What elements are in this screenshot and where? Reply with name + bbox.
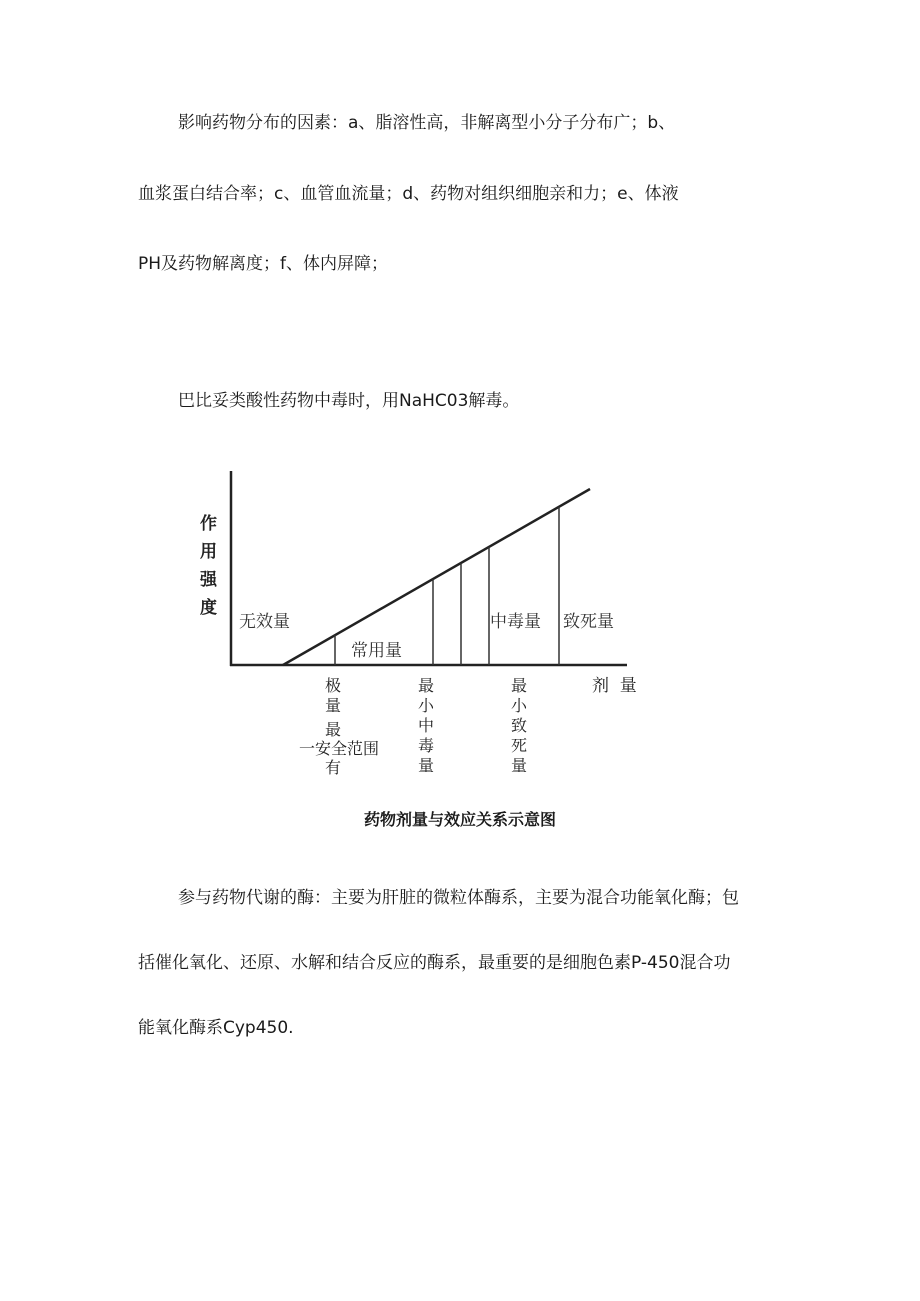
dose-effect-line xyxy=(283,489,590,665)
region-no-effect: 无效量 xyxy=(239,612,290,632)
marker-char: 毒 xyxy=(418,736,435,755)
y-label-char: 作 xyxy=(200,514,217,534)
marker-char: 小 xyxy=(418,696,435,715)
y-axis-label xyxy=(199,513,218,618)
y-label-char: 用 xyxy=(200,542,217,562)
marker-char: 致 xyxy=(511,716,528,735)
y-label-char: 强 xyxy=(200,570,217,590)
marker-char: 死 xyxy=(511,736,528,755)
paragraph3-line2: 括催化氧化、还原、水解和结合反应的酶系，最重要的是细胞色素P-450混合功 xyxy=(138,953,731,973)
marker-char: 极 xyxy=(325,676,342,695)
safe-range-label: 一安全范围 xyxy=(299,739,380,758)
region-lethal: 致死量 xyxy=(563,612,614,632)
paragraph3-line3: 能氧化酶系Cyp450. xyxy=(138,1018,294,1038)
y-label-char: 度 xyxy=(200,598,217,618)
marker-char: 量 xyxy=(511,756,528,775)
region-toxic: 中毒量 xyxy=(490,612,541,632)
paragraph1-line3: PH及药物解离度；f、体内屏障； xyxy=(138,254,389,274)
paragraph2-text: 巴比妥类酸性药物中毒时，用NaHC03解毒。 xyxy=(178,391,520,411)
marker-char: 量 xyxy=(325,696,342,715)
marker-char: 有 xyxy=(325,758,342,777)
marker-char: 最 xyxy=(511,676,528,695)
paragraph1-line1: 影响药物分布的因素：a、脂溶性高，非解离型小分子分布广；b、 xyxy=(178,113,676,133)
marker-char: 最 xyxy=(325,720,342,739)
marker-char: 中 xyxy=(418,716,435,735)
marker-char: 最 xyxy=(418,676,435,695)
marker-char: 小 xyxy=(511,696,528,715)
paragraph1-line2: 血浆蛋白结合率；c、血管血流量；d、药物对组织细胞亲和力；e、体液 xyxy=(138,184,679,204)
marker-char: 量 xyxy=(418,756,435,775)
dose-effect-diagram xyxy=(0,455,920,785)
paragraph3-line1: 参与药物代谢的酶：主要为肝脏的微粒体酶系，主要为混合功能氧化酶；包 xyxy=(178,888,739,908)
region-common: 常用量 xyxy=(351,641,402,661)
figure-caption: 药物剂量与效应关系示意图 xyxy=(363,810,556,829)
x-axis-label: 剂 量 xyxy=(592,676,637,696)
